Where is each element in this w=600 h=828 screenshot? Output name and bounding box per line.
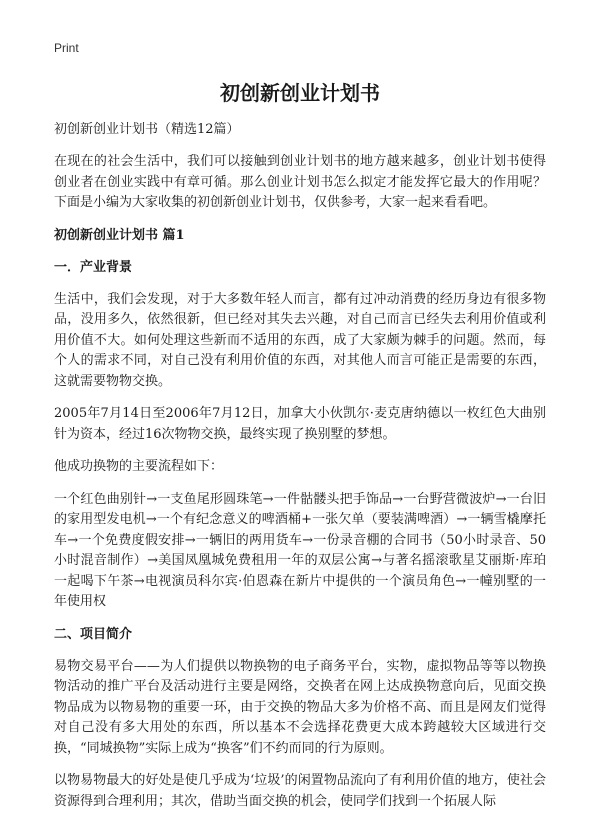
section2-paragraph-1: 易物交易平台——为人们提供以物换物的电子商务平台，实物，虚拟物品等等以物换物活动的推广平台及活动进行主要是网络，交换者在网上达成换物意向后，见面交换物品成为以物易物的重要一环，由于交换的物品大多为价格不高、而且是网友们觉得对自己没有多大用处的东西，所以基本不会选择花费更大成本跨越较大区域进行交换，“同城换物”实际上成为“换客”们不约而同的行为原则。 — [54, 658, 546, 756]
print-link[interactable]: Print — [54, 41, 79, 55]
section1-paragraph-2: 2005年7月14日至2006年7月12日，加拿大小伙凯尔·麦克唐纳德以一枚红色大曲别针为资本，经过16次物物交换，最终实现了换别墅的梦想。 — [54, 406, 546, 442]
section1-paragraph-1: 生活中，我们会发现，对于大多数年轻人而言，都有过冲动消费的经历身边有很多物品，没用多久，依然很新，但已经对其失去兴趣，对自己而言已经失去利用价值或利用价值不大。如何处理这些新而不适用的东西，成了大家颇为棘手的问题。然而，每个人的需求不同，对自己没有利用价值的东西，对其他人而言可能正是需要的东西，这就需要物物交换。 — [54, 291, 546, 389]
section-heading-project-intro: 二、项目简介 — [54, 626, 133, 642]
section1-paragraph-3: 他成功换物的主要流程如下： — [54, 459, 224, 474]
intro-paragraph: 在现在的社会生活中，我们可以接触到创业计划书的地方越来越多，创业计划书使得创业者在创业实践中有章可循。那么创业计划书怎么拟定才能发挥它最大的作用呢？下面是小编为大家收集的初创新创业计划书，仅供参考，大家一起来看看吧。 — [54, 154, 546, 210]
page-title: 初创新创业计划书 — [220, 81, 380, 105]
article-heading: 初创新创业计划书 篇1 — [54, 227, 185, 243]
document-subtitle: 初创新创业计划书（精选12篇） — [54, 122, 240, 137]
section-heading-industry-background: 一．产业背景 — [54, 259, 133, 275]
section1-paragraph-4: 一个红色曲别针→一支鱼尾形圆珠笔→一件骷髅头把手饰品→一台野营微波炉→一台旧的家用型发电机→一个有纪念意义的啤酒桶+一张欠单（要装满啤酒）→一辆雪橇摩托车→一个免费度假安排→一辆旧的两用货车→一份录音棚的合同书（50小时录音、50小时混音制作）→美国凤凰城免费租用一年的双层公寓→与著名摇滚歌星艾丽斯·库珀一起喝下午茶→电视演员科尔宾·伯恩森在新片中提供的一个演员角色→一幢别墅的一年使用权 — [54, 491, 546, 609]
section2-paragraph-2: 以物易物最大的好处是使几乎成为‘垃圾’的闲置物品流向了有利用价值的地方，使社会资源得到合理利用；其次，借助当面交换的机会，使同学们找到一个拓展人际 — [54, 773, 546, 809]
